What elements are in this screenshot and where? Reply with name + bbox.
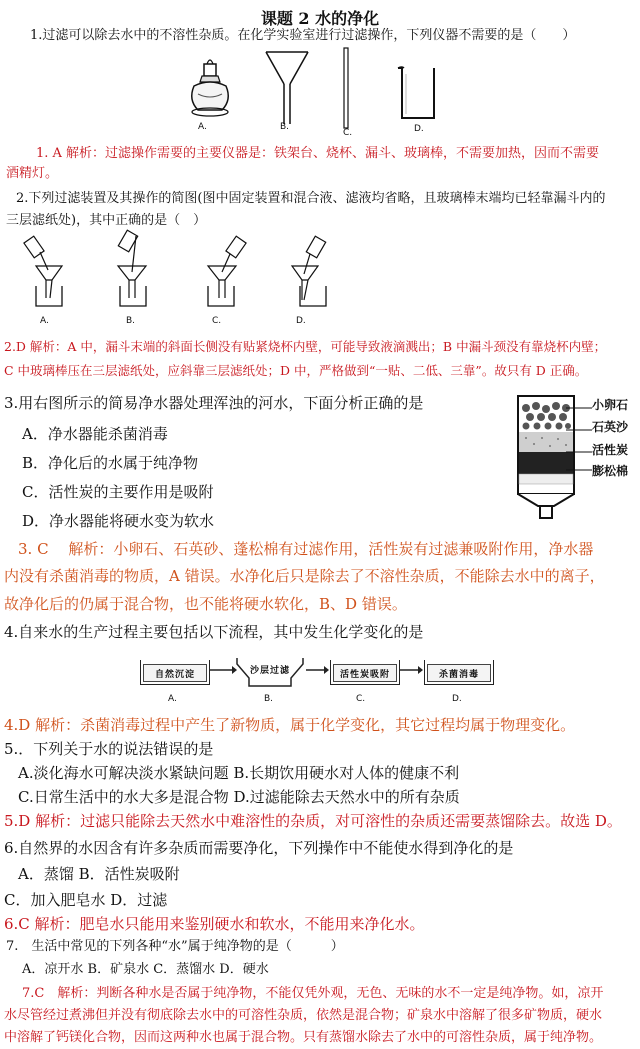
- q1-stem: 1.过滤可以除去水中的不溶性杂质。在化学实验室进行过滤操作，下列仪器不需要的是（ ）: [30, 28, 576, 43]
- q4-caption-b: B.: [264, 694, 274, 704]
- q1-answer-line1: 1. A 解析：过滤操作需要的主要仪器是：铁架台、烧杯、漏斗、玻璃棒，不需要加热，因而不需要: [36, 146, 600, 161]
- alcohol-lamp-figure: [180, 54, 240, 124]
- q7-answer-line3: 中溶解了钙镁化合物，因而这两种水也属于混合物。只有蒸馏水除去了水中的可溶性杂质，属于纯净物。: [4, 1030, 603, 1045]
- q2-answer-line2: C 中玻璃棒压在三层滤纸处，应斜靠三层滤纸处；D 中，严格做到“一贴、二低、三靠”。故只有 D 正确。: [4, 363, 588, 378]
- q4-caption-a: A.: [168, 694, 177, 704]
- flow-step-label: 活性炭吸附: [333, 664, 397, 682]
- q5-options-line2: C.日常生活中的水大多是混合物 D.过滤能除去天然水中的所有杂质: [18, 788, 460, 806]
- q1-answer-line2: 酒精灯。: [6, 166, 59, 181]
- q2-caption-a: A.: [40, 316, 49, 326]
- q4-caption-c: C.: [356, 694, 366, 704]
- flow-arrows: [208, 664, 432, 676]
- filtration-apparatus-d: [284, 236, 344, 314]
- purifier-label-activated-carbon: 活性炭: [592, 443, 629, 457]
- q7-options: A．凉开水 B．矿泉水 C．蒸馏水 D．硬水: [22, 962, 269, 977]
- q7-answer-line2: 水尽管经过煮沸但并没有彻底除去水中的可溶性杂质，依然是混合物；矿泉水中溶解了很多矿物质，硬水: [4, 1008, 603, 1023]
- q6-options-line2: C．加入肥皂水 D．过滤: [4, 891, 168, 909]
- purifier-label-quartz-sand: 石英沙: [592, 420, 629, 434]
- q3-option-a: A．净水器能杀菌消毒: [22, 425, 168, 443]
- q1-caption-d: D.: [414, 124, 424, 134]
- flow-step-label: 自然沉淀: [143, 664, 207, 682]
- q4-answer: 4.D 解析：杀菌消毒过程中产生了新物质，属于化学变化，其它过程均属于物理变化。: [4, 716, 576, 734]
- q7-answer-line1: 7.C 解析：判断各种水是否属于纯净物，不能仅凭外观，无色、无味的水不一定是纯净物。如，凉开: [22, 986, 604, 1001]
- q3-option-c: C．活性炭的主要作用是吸附: [22, 483, 214, 501]
- filtration-apparatus-b: [102, 232, 162, 314]
- q3-stem: 3.用右图所示的简易净水器处理浑浊的河水，下面分析正确的是: [4, 394, 424, 412]
- page-title: 课题 2 水的净化: [260, 9, 380, 28]
- q3-answer-line3: 故净化后的仍属于混合物，也不能将硬水软化，B、D 错误。: [4, 595, 407, 613]
- q4-stem: 4.自来水的生产过程主要包括以下流程，其中发生化学变化的是: [4, 623, 424, 641]
- filtration-apparatus-a: [18, 236, 78, 314]
- q3-option-b: B．净化后的水属于纯净物: [22, 454, 199, 472]
- q4-caption-d: D.: [452, 694, 462, 704]
- q1-caption-a: A.: [198, 122, 207, 132]
- q7-stem: 7. 生活中常见的下列各种“水”属于纯净物的是（ ）: [6, 939, 344, 954]
- q5-answer: 5.D 解析：过滤只能除去天然水中难溶性的杂质，对可溶性的杂质还需要蒸馏除去。故选 D。: [4, 812, 622, 830]
- purifier-pointer-lines: [566, 400, 594, 472]
- filtration-apparatus-c: [196, 236, 256, 314]
- flow-step-label: 杀菌消毒: [427, 664, 491, 682]
- q5-options-line1: A.淡化海水可解决淡水紧缺问题 B.长期饮用硬水对人体的健康不利: [18, 764, 460, 782]
- q2-caption-d: D.: [296, 316, 306, 326]
- q1-caption-c: C.: [343, 128, 353, 138]
- q5-stem: 5.．下列关于水的说法错误的是: [4, 740, 214, 758]
- funnel-figure: [262, 50, 312, 128]
- q6-options-line1: A．蒸馏 B．活性炭吸附: [18, 865, 180, 883]
- purifier-label-cotton: 膨松棉: [592, 464, 629, 478]
- q6-stem: 6.自然界的水因含有许多杂质而需要净化，下列操作中不能使水得到净化的是: [4, 839, 514, 857]
- q1-caption-b: B.: [280, 122, 290, 132]
- q2-caption-c: C.: [212, 316, 222, 326]
- q6-answer: 6.C 解析：肥皂水只能用来鉴别硬水和软水，不能用来净化水。: [4, 915, 425, 933]
- q3-option-d: D．净水器能将硬水变为软水: [22, 512, 215, 530]
- q2-answer-line1: 2.D 解析：A 中，漏斗末端的斜面长侧没有贴紧烧杯内壁，可能导致液滴溅出；B 中漏斗颈没有靠烧杯内壁；: [4, 339, 607, 354]
- q3-answer-line2: 内没有杀菌消毒的物质，A 错误。水净化后只是除去了不溶性杂质，不能除去水中的离子，: [4, 567, 605, 585]
- glass-rod-figure: [341, 48, 351, 130]
- flow-step-disinfection: [424, 660, 494, 685]
- q2-caption-b: B.: [126, 316, 136, 326]
- q2-stem-line1: 2.下列过滤装置及其操作的简图(图中固定装置和混合液、滤液均省略，且玻璃棒末端均已轻靠漏斗内的: [16, 191, 606, 206]
- purifier-label-pebbles: 小卵石: [592, 398, 629, 412]
- beaker-figure: [396, 64, 440, 122]
- q2-stem-line2: 三层滤纸处)，其中正确的是（ ）: [6, 213, 207, 228]
- flow-step-label: 沙层过滤: [250, 665, 291, 676]
- q3-answer-line1: 3. C 解析：小卵石、石英砂、蓬松棉有过滤作用，活性炭有过滤兼吸附作用，净水器: [18, 540, 594, 558]
- flow-step-sedimentation: [140, 660, 210, 685]
